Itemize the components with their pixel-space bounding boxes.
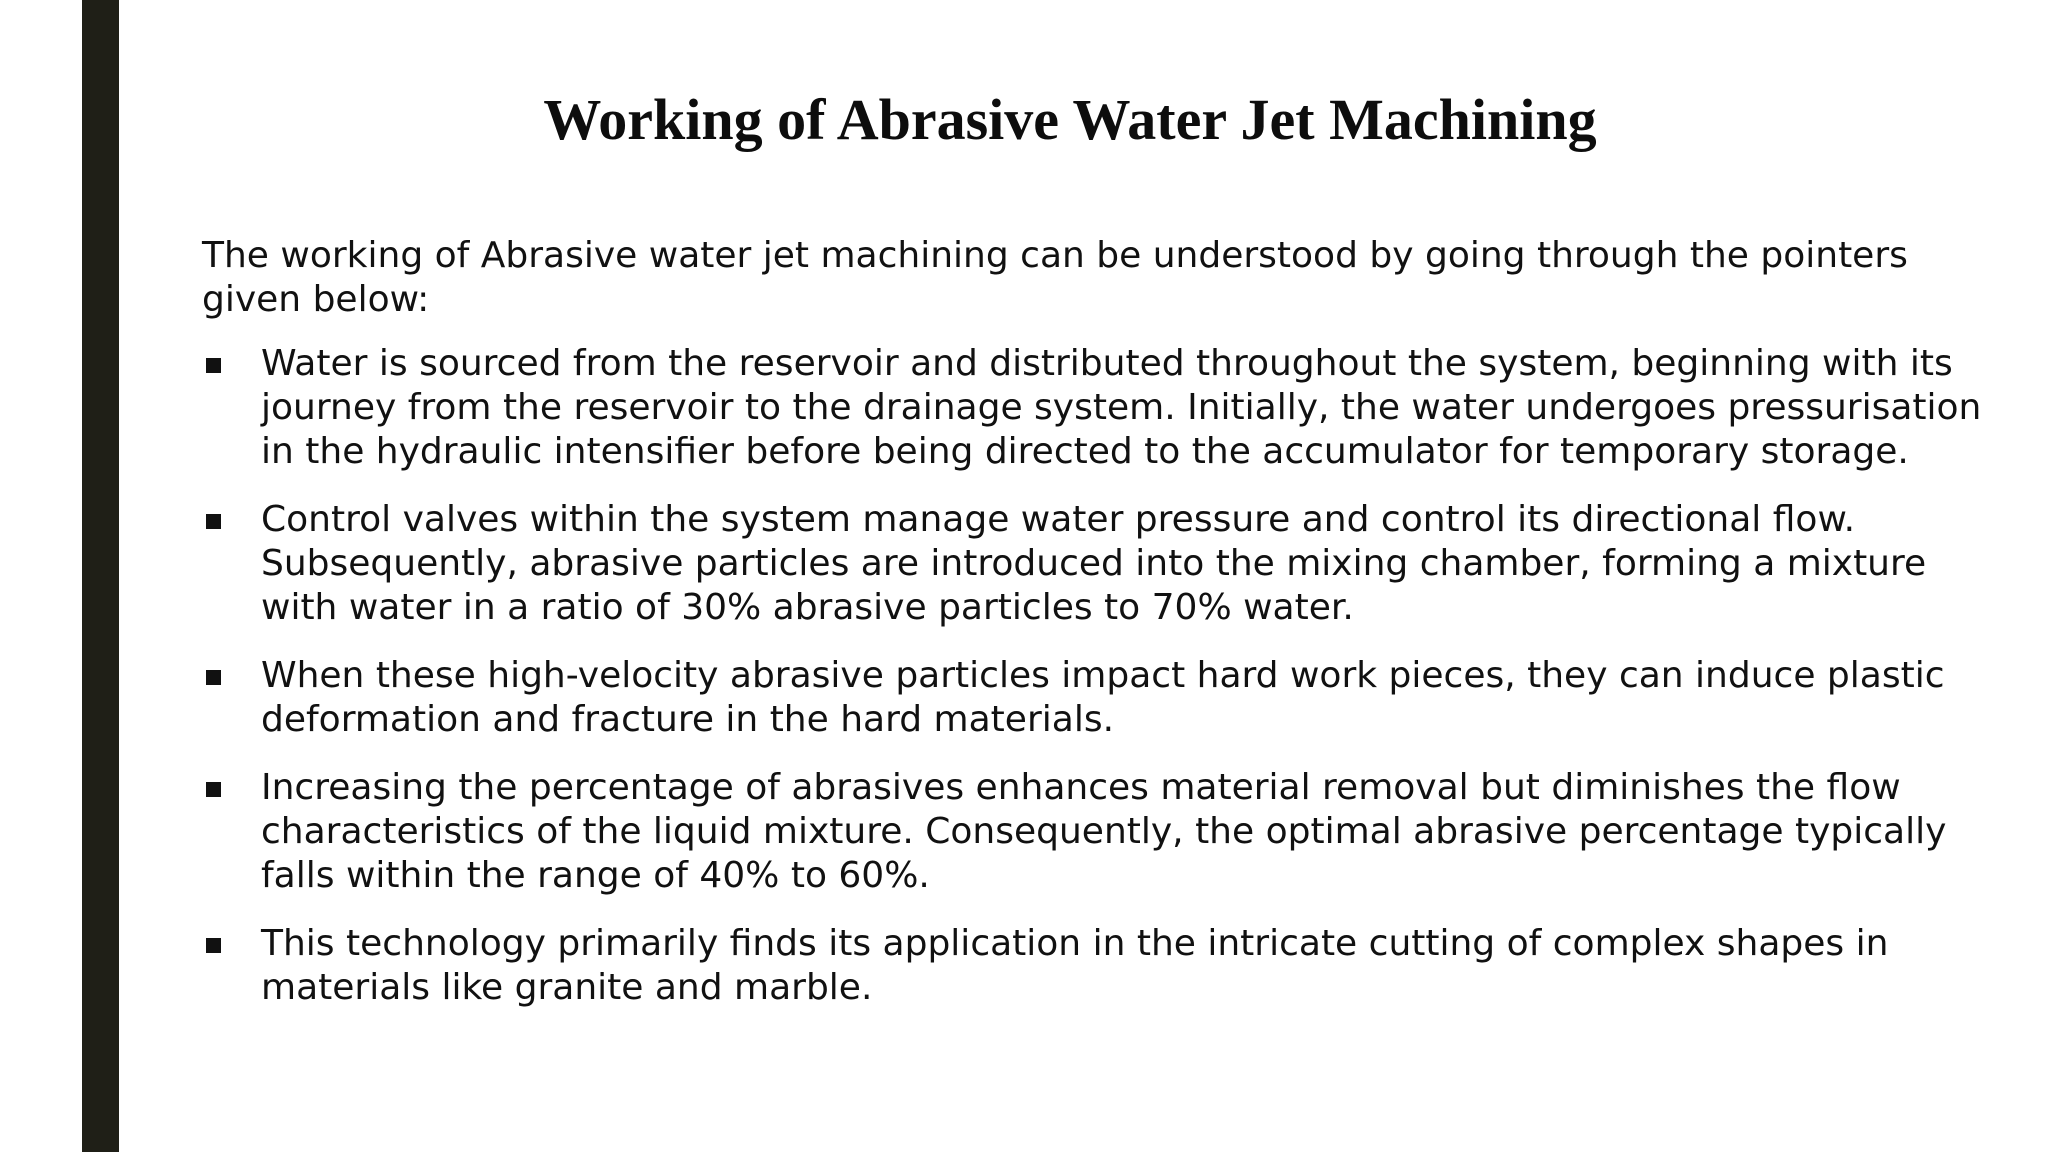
bullet-text: When these high-velocity abrasive particles impact hard work pieces, they can induce plastic deformation and fracture in the hard materials. [261,655,1945,740]
square-bullet-icon [206,514,221,529]
bullet-item [202,654,2002,742]
bullet-text: Water is sourced from the reservoir and distributed throughout the system, beginning with its journey from the reservoir to the drainage system. Initially, the water undergoes pressurisation in the hydraulic intensifier before being directed to the accumulator for temporary storage. [261,343,1982,472]
bullet-list [202,342,2002,1010]
slide-body [202,234,2002,1034]
bullet-text: Control valves within the system manage water pressure and control its directional flow. Subsequently, abrasive particles are introduced into the mixing chamber, forming a mixture with water in a ratio of 30% abrasive particles to 70% water. [261,499,1927,628]
square-bullet-icon [206,938,221,953]
bullet-item [202,766,2002,898]
bullet-item [202,342,2002,474]
bullet-text: This technology primarily finds its application in the intricate cutting of complex shapes in materials like granite and marble. [261,923,1889,1008]
square-bullet-icon [206,358,221,373]
square-bullet-icon [206,782,221,797]
slide-title: Working of Abrasive Water Jet Machining [543,87,1597,152]
bullet-item [202,498,2002,630]
left-accent-bar [82,0,119,1152]
bullet-text: Increasing the percentage of abrasives enhances material removal but diminishes the flow characteristics of the liquid mixture. Consequently, the optimal abrasive percentage typically falls within the range of 40% to 60%. [261,767,1947,896]
square-bullet-icon [206,670,221,685]
intro-paragraph: The working of Abrasive water jet machining can be understood by going through the pointers given below: [202,235,1908,320]
bullet-item [202,922,2002,1010]
